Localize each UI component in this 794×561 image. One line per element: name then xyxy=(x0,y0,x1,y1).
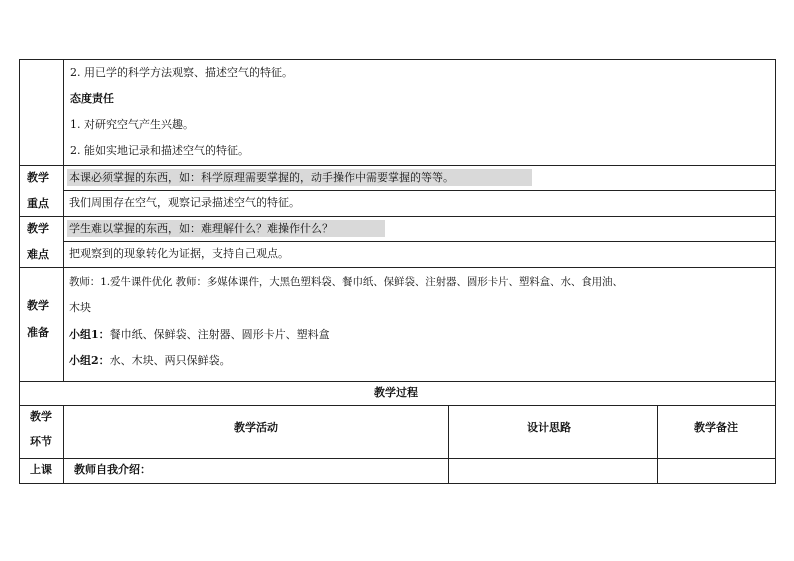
difficult-points-top-line xyxy=(19,216,776,217)
activity-column-divider xyxy=(448,405,449,483)
preparation-top-line xyxy=(19,267,776,268)
table-left-border xyxy=(19,59,20,483)
preparation-label-top: 教学 xyxy=(27,299,49,312)
table-bottom-border xyxy=(19,483,776,484)
group2-items: 水、木块、两只保鲜袋。 xyxy=(109,354,231,367)
key-points-label-top: 教学 xyxy=(27,171,49,184)
col-notes-header: 教学备注 xyxy=(694,421,738,434)
process-title: 教学过程 xyxy=(374,386,418,399)
table-top-border xyxy=(19,59,776,60)
table-right-border xyxy=(775,59,776,483)
group2-label: 小组2： xyxy=(69,354,110,367)
key-points-label-bottom: 重点 xyxy=(27,197,49,210)
key-points-hint: 本课必须掌握的东西，如：科学原理需要掌握的，动手操作中需要掌握的等等。 xyxy=(69,171,454,184)
preparation-teacher-line: 教师：1.爱牛课件优化 教师：多媒体课件，大黑色塑料袋、餐巾纸、保鲜袋、注射器、圆形卡片、塑料盒、水、食用油、 xyxy=(69,276,623,288)
attitude-item-2: 2. 能如实地记录和描述空气的特征。 xyxy=(70,144,249,157)
preparation-group1 xyxy=(69,328,330,342)
key-points-content: 我们周围存在空气，观察记录描述空气的特征。 xyxy=(69,196,300,209)
attitude-item-1: 1. 对研究空气产生兴趣。 xyxy=(70,118,194,131)
key-points-top-line xyxy=(19,165,776,166)
key-points-mid-line xyxy=(63,190,776,191)
objective-line: 2. 用已学的科学方法观察、描述空气的特征。 xyxy=(70,66,293,79)
difficult-points-label-top: 教学 xyxy=(27,222,49,235)
col-stage-top: 教学 xyxy=(30,410,52,423)
process-row1-top-line xyxy=(19,458,776,459)
difficult-points-label-bottom: 难点 xyxy=(27,248,49,261)
process-title-top-line xyxy=(19,381,776,382)
process-header-top-line xyxy=(19,405,776,406)
group1-label: 小组1： xyxy=(69,328,110,341)
difficult-points-mid-line xyxy=(63,241,776,242)
preparation-label-bottom: 准备 xyxy=(27,326,49,339)
label-column-divider xyxy=(63,59,64,381)
row1-stage: 上课 xyxy=(30,463,52,476)
attitude-heading: 态度责任 xyxy=(70,92,114,105)
group1-items: 餐巾纸、保鲜袋、注射器、圆形卡片、塑料盒 xyxy=(109,328,330,341)
row1-activity: 教师自我介绍： xyxy=(74,463,151,476)
design-column-divider xyxy=(657,405,658,483)
stage-column-divider xyxy=(63,405,64,483)
col-design-header: 设计思路 xyxy=(527,421,571,434)
preparation-group2 xyxy=(69,354,231,368)
col-activity-header: 教学活动 xyxy=(234,421,278,434)
difficult-points-content: 把观察到的现象转化为证据，支持自己观点。 xyxy=(69,247,289,260)
col-stage-bottom: 环节 xyxy=(30,435,52,448)
difficult-points-hint: 学生难以掌握的东西，如：难理解什么？难操作什么？ xyxy=(69,222,333,235)
preparation-teacher-line-cont: 木块 xyxy=(69,301,91,314)
